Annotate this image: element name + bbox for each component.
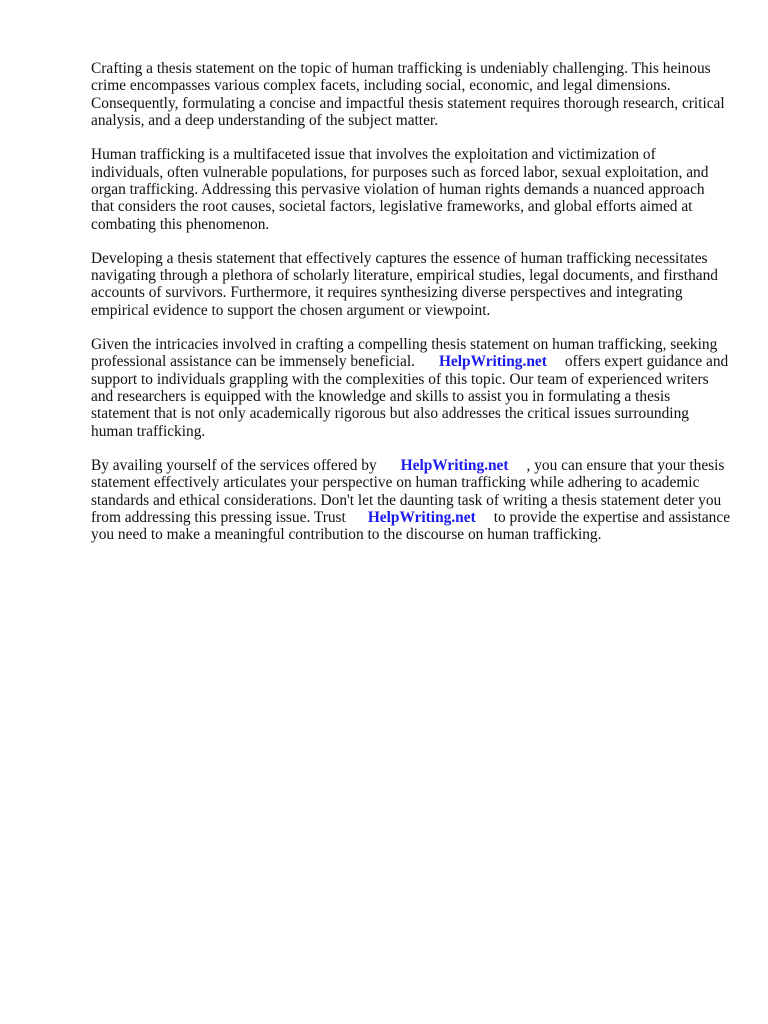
paragraph-assistance-text-after: offers expert guidance and support to individuals grappling with the complexities of this topic. Our team of experienced writers and researchers is equipped with the knowledge and skills to assist you in formulating a thesis statement that is not only academically rigorous but also addresses the critical issues surrounding human trafficking. [91, 353, 729, 440]
helpwriting-link[interactable]: HelpWriting.net [400, 456, 509, 474]
paragraph-research [91, 250, 731, 320]
helpwriting-link[interactable]: HelpWriting.net [367, 508, 476, 526]
paragraph-assistance-text-before: Given the intricacies involved in crafting a compelling thesis statement on human trafficking, seeking professional assistance can be immensely beneficial. [91, 335, 718, 371]
paragraph-issue [91, 146, 731, 233]
document-page [91, 60, 731, 560]
paragraph-intro [91, 60, 731, 130]
paragraph-services-text-middle: , you can ensure that your thesis statement effectively articulates your perspective on human trafficking while adhering to academic standards and ethical considerations. Don't let the daunting task of writing a thesis statement deter you from addressing this pressing issue. Trust [91, 456, 725, 526]
paragraph-assistance [91, 336, 731, 440]
paragraph-services [91, 457, 731, 544]
helpwriting-link[interactable]: HelpWriting.net [438, 353, 547, 371]
paragraph-intro-text: Crafting a thesis statement on the topic of human trafficking is undeniably challenging. This heinous crime encompasses various complex facets, including social, economic, and legal dimensions. Consequently, formulating a concise and impactful thesis statement requires thorough research, critical analysis, and a deep understanding of the subject matter. [91, 60, 725, 130]
paragraph-services-text-before: By availing yourself of the services offered by [91, 456, 377, 474]
paragraph-issue-text: Human trafficking is a multifaceted issue that involves the exploitation and victimization of individuals, often vulnerable populations, for purposes such as forced labor, sexual exploitation, and organ trafficking. Addressing this pervasive violation of human rights demands a nuanced approach that considers the root causes, societal factors, legislative frameworks, and global efforts aimed at combating this phenomenon. [91, 146, 709, 233]
paragraph-research-text: Developing a thesis statement that effectively captures the essence of human trafficking necessitates navigating through a plethora of scholarly literature, empirical studies, legal documents, and firsthand accounts of survivors. Furthermore, it requires synthesizing diverse perspectives and integrating empirical evidence to support the chosen argument or viewpoint. [91, 249, 718, 319]
paragraph-services-text-after: to provide the expertise and assistance you need to make a meaningful contribution to the discourse on human trafficking. [91, 508, 731, 544]
